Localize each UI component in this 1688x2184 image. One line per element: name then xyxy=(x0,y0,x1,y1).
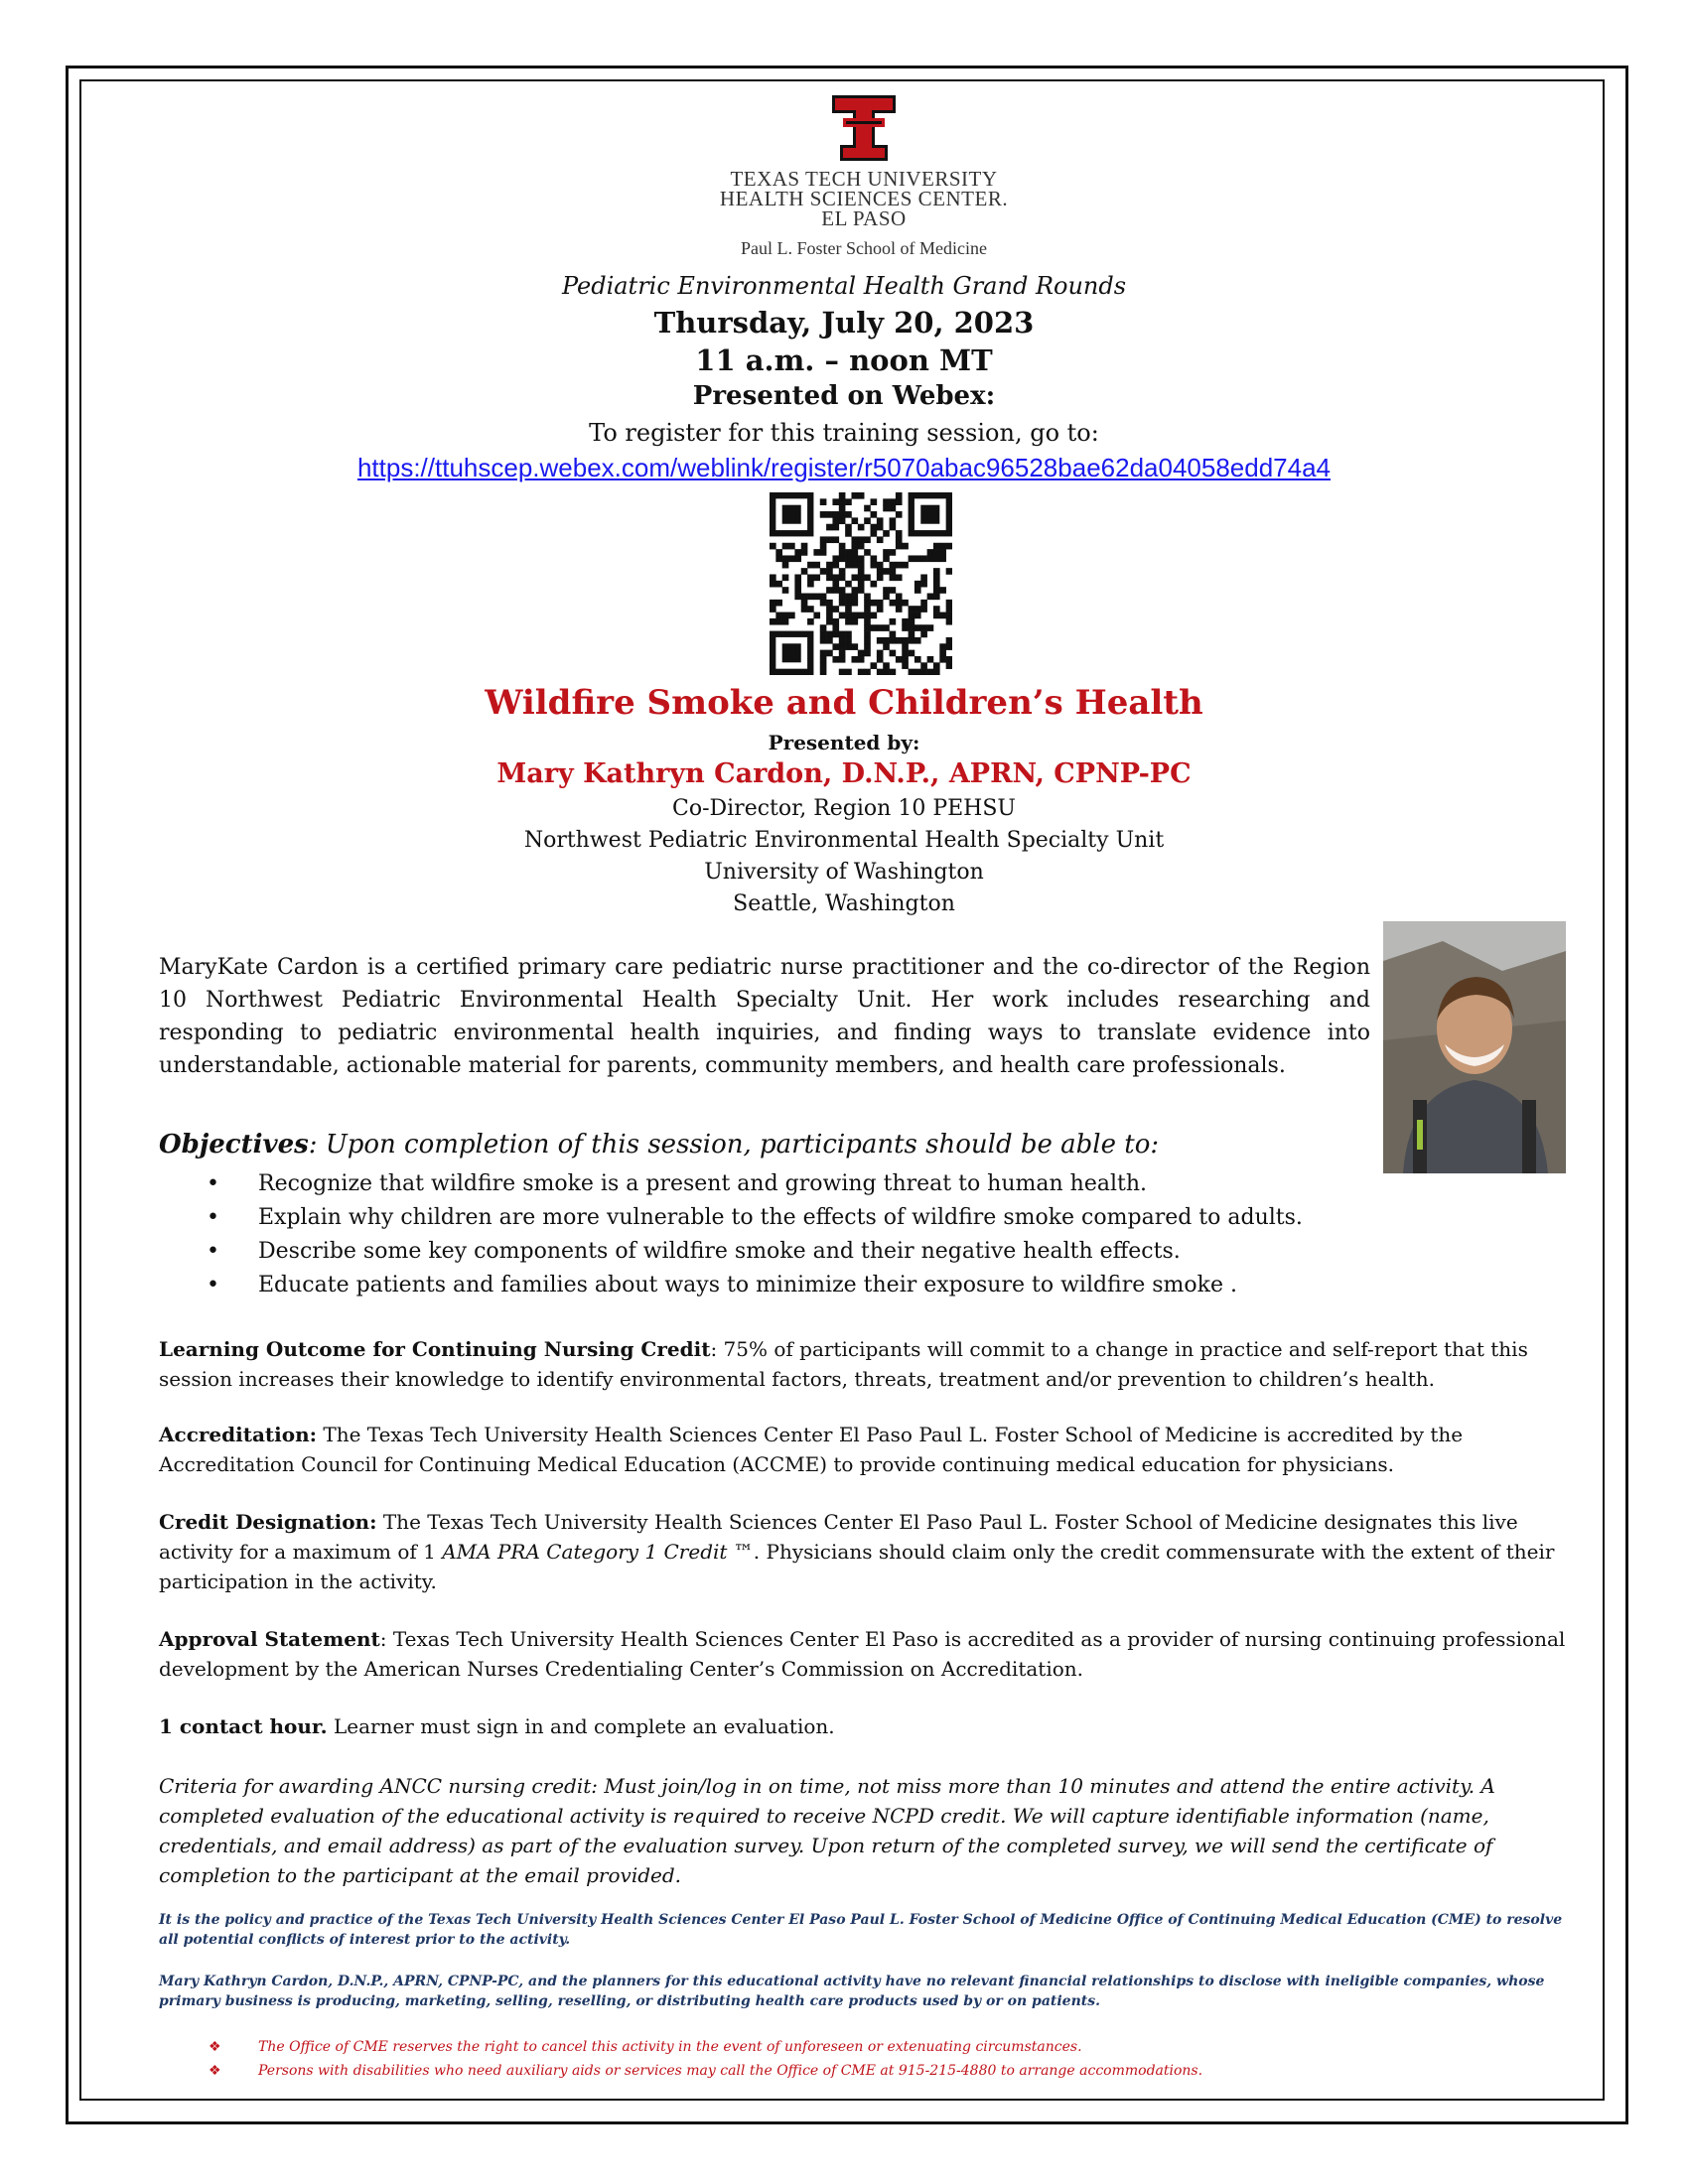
credit-designation-paragraph xyxy=(159,1507,1569,1596)
objectives-label: Objectives xyxy=(159,1130,309,1160)
note-text: The Office of CME reserves the right to cancel this activity in the event of unforeseen or extenuating circumstances. xyxy=(258,2039,1082,2055)
talk-title: Wildfire Smoke and Children’s Health xyxy=(485,683,1203,723)
event-platform: Presented on Webex: xyxy=(692,381,996,411)
objective-item: • Explain why children are more vulnerable to the effects of wildfire smoke compared to adults. xyxy=(159,1201,1400,1235)
logo-line-university: TEXAS TECH UNIVERSITY xyxy=(730,167,998,191)
ancc-criteria: Criteria for awarding ANCC nursing credit: Must join/log in on time, not miss more than 10 minutes and attend the entire activity. A completed evaluation of the educational activity is required to receive NCPD credit. We will capture identifiable information (name, credentials, and email address) as part of the evaluation survey. Upon return of the completed survey, we will send the certificate of completion to the participant at the email provided. xyxy=(159,1774,1495,1887)
credit-designation-label: Credit Designation: xyxy=(159,1510,377,1534)
presenter-bio: MaryKate Cardon is a certified primary care pediatric nurse practitioner and the co-director of the Region 10 Northwest Pediatric Environmental Health Specialty Unit. Her work includes researching and responding to pediatric environmental health inquiries, and finding ways to translate evidence into understandable, actionable material for parents, community members, and health care professionals. xyxy=(159,955,1370,1078)
qr-code-icon[interactable] xyxy=(770,492,952,675)
objectives-intro: : Upon completion of this session, participants should be able to: xyxy=(308,1130,1160,1160)
presenter-name: Mary Kathryn Cardon, D.N.P., APRN, CPNP-PC xyxy=(496,758,1192,789)
double-t-logo-icon xyxy=(832,95,896,161)
accreditation-label: Accreditation: xyxy=(159,1423,318,1446)
diamond-bullet-icon: ❖ xyxy=(209,2063,221,2079)
note-item xyxy=(199,2059,1489,2083)
contact-hour-text: Learner must sign in and complete an evaluation. xyxy=(327,1714,835,1738)
event-date: Thursday, July 20, 2023 xyxy=(653,306,1035,340)
presenter-affiliation: Seattle, Washington xyxy=(733,891,955,916)
logo-line-hsc: HEALTH SCIENCES CENTER. xyxy=(719,187,1009,210)
register-instructions: To register for this training session, go to: xyxy=(589,419,1099,447)
accreditation-paragraph xyxy=(159,1420,1569,1479)
presenter-affiliation: Northwest Pediatric Environmental Health Specialty Unit xyxy=(523,828,1165,853)
presenter-affiliation: Co-Director, Region 10 PEHSU xyxy=(672,796,1016,821)
presented-by-label: Presented by: xyxy=(768,731,920,754)
disclosure-statement: Mary Kathryn Cardon, D.N.P., APRN, CPNP-PC, and the planners for this educational activity have no relevant financial relationships to disclose with ineligible companies, whose primary business is producing, marketing, selling, reselling, or distributing health care products used by or on patients. xyxy=(159,1974,1545,2009)
note-text: Persons with disabilities who need auxiliary aids or services may call the Office of CME at 915-215-4880 to arrange accommodations. xyxy=(258,2063,1203,2079)
approval-paragraph xyxy=(159,1624,1569,1684)
objectives-list xyxy=(159,1167,1400,1302)
approval-text: : Texas Tech University Health Sciences Center El Paso is accredited as a provider of nursing continuing professional development by the American Nurses Credentialing Center’s Commission on Accreditation. xyxy=(159,1627,1566,1681)
learning-outcome-text: : 75% of participants will commit to a change in practice and self-report that this session increases their knowledge to identify environmental factors, threats, treatment and/or prevention to children’s health. xyxy=(159,1337,1528,1391)
presenter-photo xyxy=(1383,921,1566,1173)
credit-designation-text: The Texas Tech University Health Sciences Center El Paso Paul L. Foster School of Medicine designates this live activity for a maximum of 1 xyxy=(159,1510,1518,1564)
objective-item: • Describe some key components of wildfire smoke and their negative health effects. xyxy=(159,1235,1400,1269)
approval-label: Approval Statement xyxy=(159,1627,380,1651)
conflict-policy: It is the policy and practice of the Texas Tech University Health Sciences Center El Paso Paul L. Foster School of Medicine Office of Continuing Medical Education (CME) to resolve all potential conflicts of interest prior to the activity. xyxy=(159,1912,1563,1948)
contact-hour-label: 1 contact hour. xyxy=(159,1714,328,1738)
presenter-affiliation: University of Washington xyxy=(704,860,984,885)
objective-item: • Recognize that wildfire smoke is a present and growing threat to human health. xyxy=(159,1167,1400,1201)
credit-name: AMA PRA Category 1 Credit ™ xyxy=(442,1540,754,1564)
note-item xyxy=(199,2035,1489,2059)
logo-line-school: Paul L. Foster School of Medicine xyxy=(741,238,987,258)
credit-designation-text-end: . Physicians should claim only the credit commensurate with the extent of their participation in the activity. xyxy=(159,1540,1555,1593)
event-series-title: Pediatric Environmental Health Grand Rounds xyxy=(561,272,1127,300)
logo-line-campus: EL PASO xyxy=(821,206,907,230)
event-time: 11 a.m. – noon MT xyxy=(695,343,993,377)
objective-item: • Educate patients and families about ways to minimize their exposure to wildfire smoke . xyxy=(159,1269,1400,1302)
university-logo xyxy=(715,95,1013,274)
cme-notes xyxy=(199,2035,1489,2083)
diamond-bullet-icon: ❖ xyxy=(209,2039,221,2055)
accreditation-text: The Texas Tech University Health Sciences Center El Paso Paul L. Foster School of Medicine is accredited by the Accreditation Council for Continuing Medical Education (ACCME) to provide continuing medical education for physicians. xyxy=(159,1423,1464,1476)
register-link[interactable]: https://ttuhscep.webex.com/weblink/register/r5070abac96528bae62da04058edd74a4 xyxy=(356,453,1332,482)
learning-outcome-paragraph xyxy=(159,1334,1569,1394)
objectives-heading xyxy=(159,1130,1159,1160)
learning-outcome-label: Learning Outcome for Continuing Nursing Credit xyxy=(159,1337,711,1361)
contact-hour-paragraph xyxy=(159,1711,1569,1741)
